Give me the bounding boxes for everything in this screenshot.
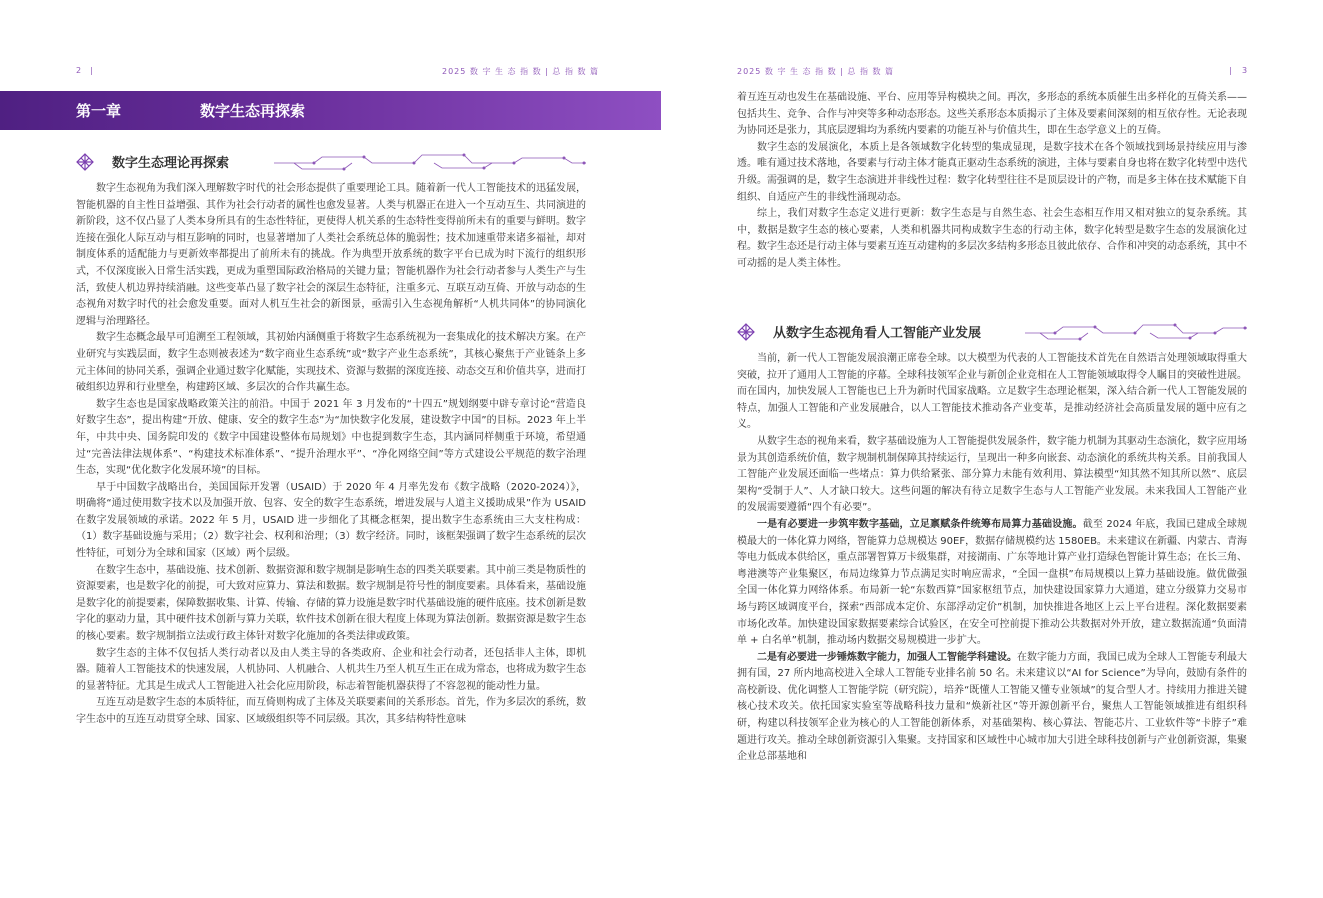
right-page — [662, 0, 1323, 898]
section-title: 从数字生态视角看人工智能产业发展 — [773, 326, 982, 341]
paragraph: 在数字生态中，基础设施、技术创新、数据资源和数字规制是影响生态的四类关联要素。其中前三类是物质性的资源要素，也是数字化的前提，可大致对应算力、算法和数据。数字规制是符号性的制度要素。具体看来，基础设施是数字化的前提要素，保障数据收集、计算、传输、存储的算力设施是数字时代基础设施的硬件底座。技术创新是数字化的驱动力量，其中硬件技术创新与算力关联，软件技术创新在很大程度上体现为算法创新。数据资源是数字生态的核心要素。数字规制指立法或行政主体针对数字化施加的各类法律或政策。 — [76, 564, 586, 643]
paragraph-text: 从数字生态的视角来看，数字基础设施为人工智能提供发展条件，数字能力机制为其驱动生态演化，数字应用场景为其创造系统价值，数字规制机制保障其持续运行，呈现出一种多向嵌套、动态演化的系统共构关系。目前我国人工智能产业发展还面临一些堵点：算力供给紧张、部分算力未能有效利用、算法模型“知其然不知其所以然”、底层架构“受制于人”、人才缺口较大。这些问题的解决有待立足数字生态与人工智能产业发展。未来我国人工智能产业的发展需要遵循“四个有必要”。 — [737, 435, 1247, 514]
chapter-number: 第一章 — [76, 102, 122, 120]
section-heading-ai-industry — [737, 322, 1247, 342]
paragraph — [737, 434, 1247, 517]
paragraph: 数字生态视角为我们深入理解数字时代的社会形态提供了重要理论工具。随着新一代人工智能技术的迅猛发展，智能机器的自主性日益增强、其作为社会行动者的属性也愈发显著。人类与机器正在进入一个互动互生、共同演进的新阶段，这不仅凸显了人类本身所具有的生态性特征，更使得人机关系的生态特性变得前所未有的重要与鲜明。数字连接在强化人际互动与相互影响的同时，也显著增加了人类社会系统总体的脆弱性；技术加速重带来诸多福祉，却对制度体系的适配能力与更新效率都提出了前所未有的挑战。作为典型开放系统的数字平台已成为时下流行的组织形式，不仅深度嵌入日常生活实践，更成为重塑国际政治格局的关键力量；智能机器作为社会行动者参与人类生产与生活，致使人机边界持续消融。这些变革凸显了数字社会的深层生态特征，注重多元、互联互动互倚、开放与动态的生态视角对数字时代的社会愈发重要。面对人机互生社会的新图景，亟需引入生态视角解析“人机共同体”的协同演化逻辑与治理路径。 — [76, 183, 586, 327]
right-running-title: 2025 数 字 生 态 指 数 | 总 指 数 篇 — [737, 67, 895, 76]
paragraph — [737, 650, 1247, 766]
right-page-separator: | — [1229, 66, 1233, 75]
paragraph: 数字生态也是国家战略政策关注的前沿。中国于 2021 年 3 月发布的“十四五”规划纲要中辟专章讨论“营造良好数字生态”，提出构建“开放、健康、安全的数字生态”为“加快数字化发展，建设数字中国”的目标。2023 年上半年，中共中央、国务院印发的《数字中国建设整体布局规划》中也提到数字生态，其内涵同样侧重于环境，希望通过“完善法律法规体系”、“构建技术标准体系”、“提升治理水平”、“净化网络空间”等方式建设公平规范的数字治理生态，实现“优化数字化发展环境”的目标。 — [76, 398, 586, 477]
paragraph-lead: 二是有必要进一步锤炼数字能力，加强人工智能学科建设。 — [757, 651, 1017, 663]
paragraph: 早于中国数字战略出台，美国国际开发署（USAID）于 2020 年 4 月率先发布《数字战略（2020-2024）》，明确将“通过使用数字技术以及加强开放、包容、安全的数字生态系统，增进发展与人道主义援助成果”作为 USAID 在数字发展领域的承诺。2022 年 5 月，USAID 进一步细化了其概念框架，提出数字生态系统由三大支柱构成：（1）数字基础设施与采用；（2）数字社会、权利和治理；（3）数字经济。同时，该框架强调了数字生态系统的层次性特征，可划分为全球和国家（区域）两个层级。 — [76, 481, 586, 560]
purple-lattice-diamond-icon — [737, 323, 755, 341]
purple-lattice-diamond-icon — [76, 153, 94, 171]
paragraph: 数字生态的主体不仅包括人类行动者以及由人类主导的各类政府、企业和社会行动者，还包括非人主体，即机器。随着人工智能技术的快速发展，人机协同、人机融合、人机共生乃至人机互生正在成为常态，也将成为数字生态的显著特征。尤其是生成式人工智能进入社会化应用阶段，标志着智能机器获得了不容忽视的能动性力量。 — [76, 647, 586, 692]
circuit-line-decoration — [1025, 322, 1247, 342]
right-page-number: 3 — [1242, 66, 1249, 75]
section-heading-theory — [76, 152, 586, 172]
left-page-number: 2 — [76, 66, 83, 75]
left-page-separator: | — [90, 66, 94, 75]
paragraph: 数字生态的发展演化，本质上是各领域数字化转型的集成显现，是数字技术在各个领域找到场景持续应用与渗透。唯有通过技术落地，各要素与行动主体才能真正驱动生态系统的演进，主体与要素自身也将在数字化转型中迭代升级。需强调的是，数字生态演进并非线性过程：数字化转型往往不是顶层设计的产物，而是多主体在技术赋能下自组织、自适应产生的非线性涌现动态。 — [737, 141, 1247, 203]
right-body-text-bottom — [737, 351, 1247, 766]
chapter-title: 数字生态再探索 — [200, 102, 306, 120]
section-title: 数字生态理论再探索 — [112, 156, 230, 171]
paragraph — [737, 517, 1247, 650]
paragraph: 数字生态概念最早可追溯至工程领域，其初始内涵侧重于将数字生态系统视为一套集成化的技术解决方案。在产业研究与实践层面，数字生态则被表述为“数字商业生态系统”或“数字产业生态系统”，其核心聚焦于产业链条上多元主体间的协同关系，强调企业通过数字化赋能，实现技术、资源与数据的深度连接、动态交互和价值共享，进而打破组织边界和行业壁垒，构建跨区域、多层次的合作共赢生态。 — [76, 332, 586, 394]
left-running-title: 2025 数 字 生 态 指 数 | 总 指 数 篇 — [442, 67, 600, 76]
circuit-line-decoration — [274, 152, 586, 172]
paragraph-lead: 一是有必要进一步筑牢数字基础，立足禀赋条件统筹布局算力基础设施。 — [757, 518, 1083, 530]
left-body-text — [76, 181, 586, 729]
chapter-banner — [0, 91, 661, 130]
paragraph-text: 在数字能力方面，我国已成为全球人工智能专利最大拥有国，27 所内地高校进入全球人工智能专业排名前 50 名。未来建议以“AI for Science”为导向，鼓励有条件的高校新设、优化调整人工智能学院（研究院），培养“既懂人工智能又懂专业领域”的复合型人才。持续用力推进关键核心技术攻关。依托国家实验室等战略科技力量和“焕新社区”等开源创新平台，聚焦人工智能领域推进有组织科研，构建以科技领军企业为核心的人工智能创新体系，对基础架构、核心算法、智能芯片、工业软件等“卡脖子”难题进行攻关。推动全球创新资源引入集聚。支持国家和区域性中心城市加大引进全球科技创新与产业创新资源，集聚企业总部基地和 — [737, 651, 1247, 763]
paragraph: 着互连互动也发生在基础设施、平台、应用等异构模块之间。再次，多形态的系统本质催生出多样化的互倚关系——包括共生、竞争、合作与冲突等多种动态形态。这些关系形态本质揭示了主体及要素间深刻的相互依存性。无论表现为协同还是张力，其底层逻辑均为系统内要素的功能互补与价值共生，即在生态学意义上的互倚。 — [737, 92, 1247, 137]
right-body-text-top — [737, 90, 1247, 273]
paragraph-text: 截至 2024 年底，我国已建成全球规模最大的一体化算力网络，智能算力总规模达 90EF，数据存储规模约达 1580EB。未来建议在新疆、内蒙古、青海等电力低成本供给区，重点部署智算万卡级集群，对接湖南、广东等地计算产业打造绿色智能计算生态；在长三角、粤港澳等产业集聚区，布局边缘算力节点满足实时响应需求，“全国一盘棋”布局规模以上算力基础设施。做优做强全国一体化算力网络体系。布局新一轮“东数西算”国家枢纽节点，加快建设国家算力大通道，建立分级算力交易市场与跨区域调度平台，探索“西部成本定价、东部浮动定价”机制，加快推进各地区上云上平台进程。深化数据要素市场化改革。加快建设国家数据要素综合试验区，在安全可控前提下推动公共数据对外开放，建立数据流通“负面清单 + 白名单”机制，推动场内数据交易规模进一步扩大。 — [737, 518, 1248, 647]
paragraph-text: 当前，新一代人工智能发展浪潮正席卷全球。以大模型为代表的人工智能技术首先在自然语言处理领域取得重大突破，拉开了通用人工智能的序幕。全球科技领军企业与新创企业竞相在人工智能领域取得令人瞩目的突破性进展。而在国内，加快发展人工智能也已上升为新时代国家战略。立足数字生态理论框架，深入结合新一代人工智能发展的特点，加强人工智能和产业发展融合，以人工智能技术推动各产业变革，是推动经济社会高质量发展的题中应有之义。 — [737, 353, 1247, 431]
paragraph: 互连互动是数字生态的本质特征，而互倚则构成了主体及关联要素间的关系形态。首先，作为多层次的系统，数字生态中的互连互动贯穿全球、国家、区域级组织等不同层级。其次，其多结构特性意味 — [76, 697, 586, 725]
paragraph — [737, 351, 1247, 434]
paragraph: 综上，我们对数字生态定义进行更新：数字生态是与自然生态、社会生态相互作用又相对独立的复杂系统。其中，数据是数字生态的核心要素，人类和机器共同构成数字生态的行动主体，数字化转型是数字生态的发展演化过程。数字生态还是行动主体与要素互连互动建构的多层次多结构多形态且彼此依存、合作和冲突的动态系统，其中不可动摇的是人类主体性。 — [737, 208, 1247, 269]
left-page — [0, 0, 661, 898]
